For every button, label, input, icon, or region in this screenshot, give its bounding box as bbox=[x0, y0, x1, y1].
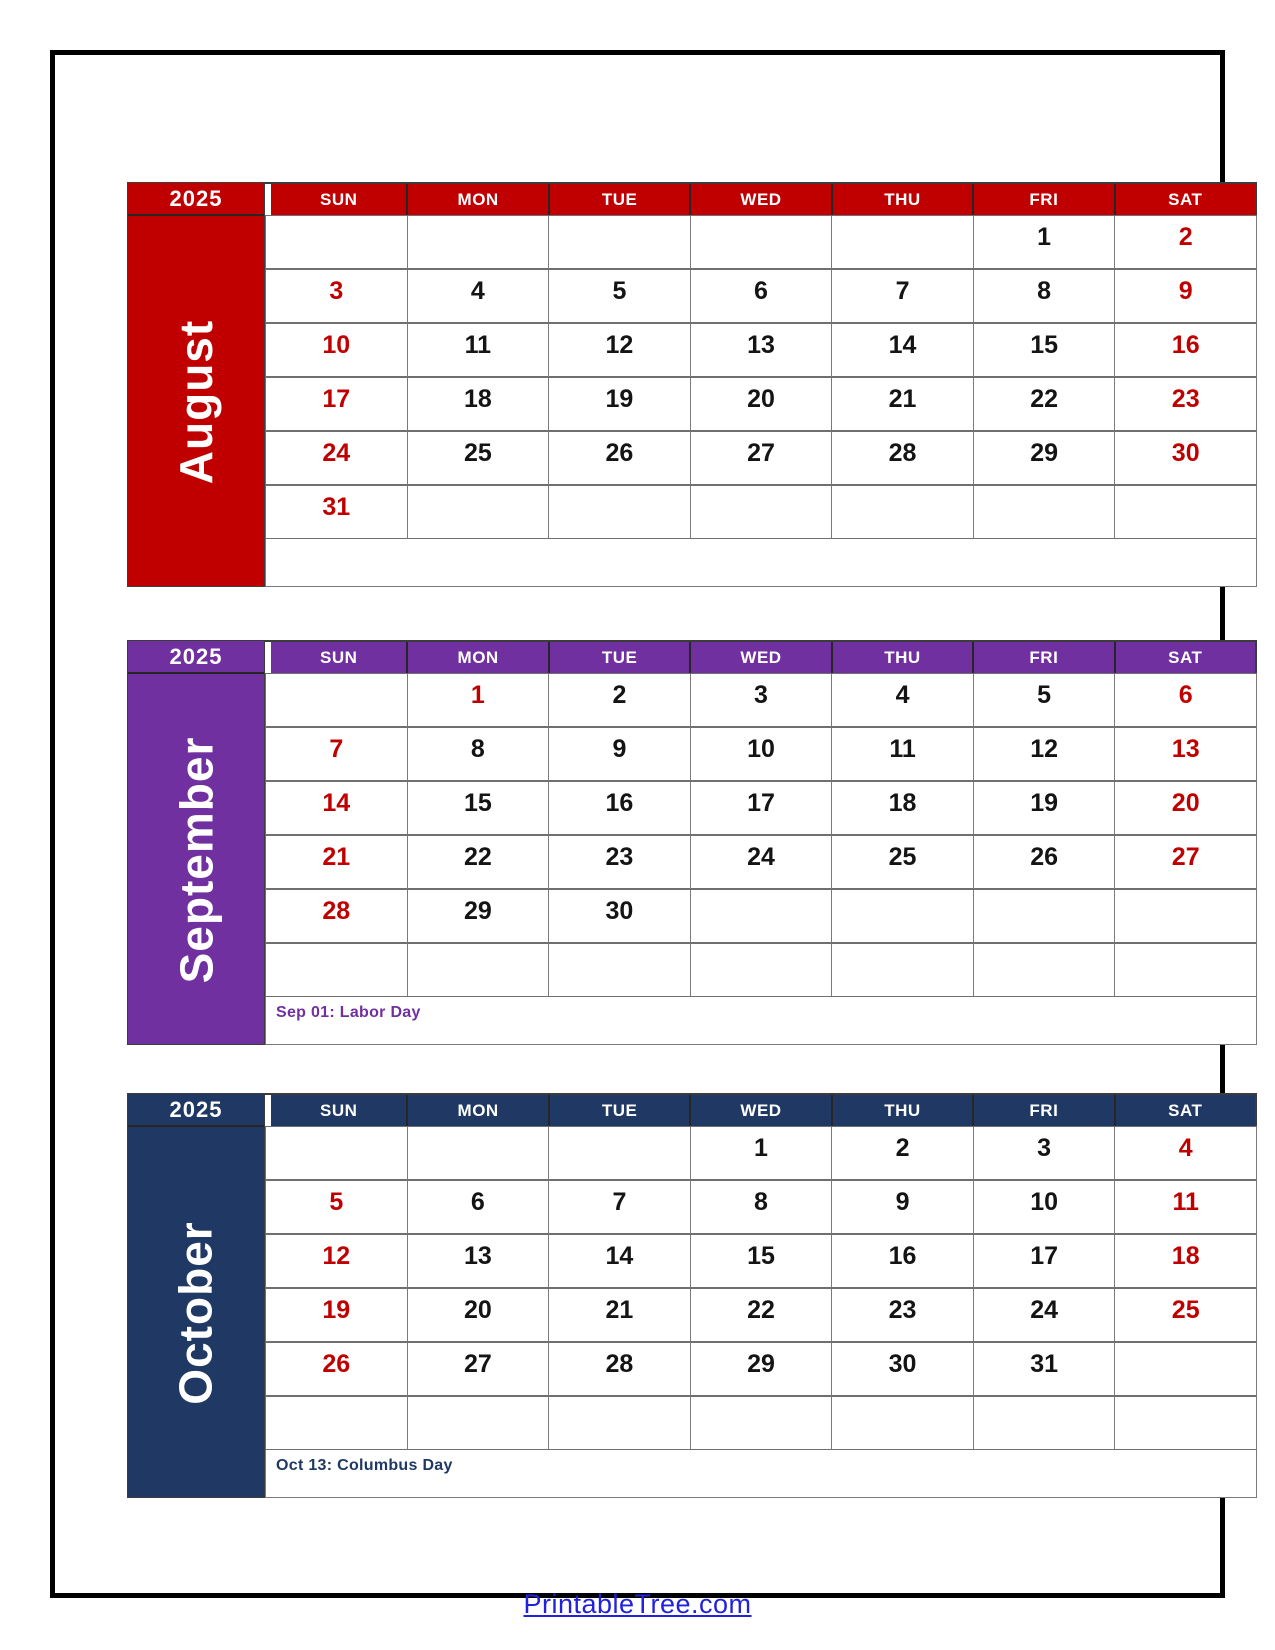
day-cell-empty bbox=[408, 216, 550, 270]
day-cell-empty bbox=[266, 216, 408, 270]
day-cell-26: 26 bbox=[974, 836, 1116, 890]
weekday-header-tue: TUE bbox=[548, 184, 689, 215]
day-cell-30: 30 bbox=[1115, 432, 1257, 486]
weekday-header-tue: TUE bbox=[548, 642, 689, 673]
day-cell-29: 29 bbox=[974, 432, 1116, 486]
day-cell-empty bbox=[1115, 944, 1257, 998]
day-cell-empty bbox=[1115, 1397, 1257, 1451]
day-cell-13: 13 bbox=[408, 1235, 550, 1289]
month-section-october bbox=[127, 1093, 1257, 1498]
day-cell-6: 6 bbox=[691, 270, 833, 324]
day-cell-25: 25 bbox=[832, 836, 974, 890]
day-cell-19: 19 bbox=[266, 1289, 408, 1343]
day-cell-22: 22 bbox=[691, 1289, 833, 1343]
day-cell-20: 20 bbox=[691, 378, 833, 432]
day-cell-13: 13 bbox=[1115, 728, 1257, 782]
day-cell-23: 23 bbox=[1115, 378, 1257, 432]
day-cell-17: 17 bbox=[266, 378, 408, 432]
day-cell-empty bbox=[691, 944, 833, 998]
weekday-header-fri: FRI bbox=[972, 1095, 1113, 1126]
footer-website-link[interactable]: PrintableTree.com bbox=[523, 1589, 752, 1619]
day-cell-16: 16 bbox=[1115, 324, 1257, 378]
weekday-header-thu: THU bbox=[831, 1095, 972, 1126]
day-cell-31: 31 bbox=[266, 486, 408, 540]
day-cell-8: 8 bbox=[408, 728, 550, 782]
day-cell-14: 14 bbox=[266, 782, 408, 836]
day-cell-17: 17 bbox=[691, 782, 833, 836]
day-cell-27: 27 bbox=[408, 1343, 550, 1397]
day-cell-empty bbox=[691, 216, 833, 270]
day-cell-12: 12 bbox=[974, 728, 1116, 782]
day-cell-11: 11 bbox=[408, 324, 550, 378]
day-cell-10: 10 bbox=[691, 728, 833, 782]
day-cell-11: 11 bbox=[1115, 1181, 1257, 1235]
calendar-grid bbox=[265, 640, 1257, 1045]
day-cell-20: 20 bbox=[408, 1289, 550, 1343]
weekday-header-fri: FRI bbox=[972, 184, 1113, 215]
day-cell-31: 31 bbox=[974, 1343, 1116, 1397]
weekday-header-tue: TUE bbox=[548, 1095, 689, 1126]
month-name: September bbox=[170, 736, 222, 984]
day-cell-empty bbox=[549, 216, 691, 270]
day-cell-15: 15 bbox=[408, 782, 550, 836]
day-cell-24: 24 bbox=[691, 836, 833, 890]
day-cell-18: 18 bbox=[832, 782, 974, 836]
day-cell-15: 15 bbox=[691, 1235, 833, 1289]
day-cell-empty bbox=[1115, 486, 1257, 540]
day-cell-9: 9 bbox=[832, 1181, 974, 1235]
day-cell-empty bbox=[974, 944, 1116, 998]
day-cell-empty bbox=[691, 1397, 833, 1451]
day-cell-27: 27 bbox=[691, 432, 833, 486]
day-cell-empty bbox=[974, 890, 1116, 944]
day-cell-7: 7 bbox=[549, 1181, 691, 1235]
day-cell-22: 22 bbox=[974, 378, 1116, 432]
day-cell-empty bbox=[408, 486, 550, 540]
day-cell-empty bbox=[974, 1397, 1116, 1451]
day-cell-23: 23 bbox=[549, 836, 691, 890]
calendar-grid bbox=[265, 182, 1257, 587]
day-cell-7: 7 bbox=[832, 270, 974, 324]
day-cell-29: 29 bbox=[691, 1343, 833, 1397]
day-cell-16: 16 bbox=[549, 782, 691, 836]
month-name-wrap bbox=[128, 1129, 264, 1497]
day-cell-23: 23 bbox=[832, 1289, 974, 1343]
day-cell-24: 24 bbox=[266, 432, 408, 486]
day-cell-9: 9 bbox=[1115, 270, 1257, 324]
weekday-header-sat: SAT bbox=[1114, 1095, 1255, 1126]
weekday-header-sun: SUN bbox=[265, 642, 406, 673]
day-cell-15: 15 bbox=[974, 324, 1116, 378]
day-cell-17: 17 bbox=[974, 1235, 1116, 1289]
day-cell-20: 20 bbox=[1115, 782, 1257, 836]
day-cell-3: 3 bbox=[691, 674, 833, 728]
weekday-header-thu: THU bbox=[831, 184, 972, 215]
day-cell-empty bbox=[266, 674, 408, 728]
day-cell-4: 4 bbox=[1115, 1127, 1257, 1181]
day-cell-empty bbox=[408, 1127, 550, 1181]
holiday-note bbox=[265, 539, 1257, 587]
month-label-panel bbox=[127, 1093, 265, 1498]
day-cell-16: 16 bbox=[832, 1235, 974, 1289]
day-cell-2: 2 bbox=[549, 674, 691, 728]
day-cell-empty bbox=[974, 486, 1116, 540]
weekday-header-wed: WED bbox=[689, 642, 830, 673]
day-cell-5: 5 bbox=[549, 270, 691, 324]
weekday-header-mon: MON bbox=[406, 1095, 547, 1126]
day-cell-21: 21 bbox=[266, 836, 408, 890]
day-cell-19: 19 bbox=[549, 378, 691, 432]
day-cell-10: 10 bbox=[266, 324, 408, 378]
month-label-panel bbox=[127, 182, 265, 587]
day-cell-empty bbox=[408, 1397, 550, 1451]
day-cell-empty bbox=[549, 1397, 691, 1451]
day-cell-25: 25 bbox=[1115, 1289, 1257, 1343]
day-cell-1: 1 bbox=[974, 216, 1116, 270]
day-cell-5: 5 bbox=[974, 674, 1116, 728]
weekday-header-wed: WED bbox=[689, 1095, 830, 1126]
day-cell-21: 21 bbox=[832, 378, 974, 432]
calendar-grid bbox=[265, 1093, 1257, 1498]
day-cell-28: 28 bbox=[549, 1343, 691, 1397]
holiday-note: Oct 13: Columbus Day bbox=[265, 1450, 1257, 1498]
footer bbox=[55, 1589, 1220, 1620]
day-cell-4: 4 bbox=[408, 270, 550, 324]
month-section-september bbox=[127, 640, 1257, 1045]
page-border-frame bbox=[50, 50, 1225, 1619]
day-cell-empty bbox=[408, 944, 550, 998]
month-label-panel bbox=[127, 640, 265, 1045]
day-cell-empty bbox=[1115, 890, 1257, 944]
weekday-header-sat: SAT bbox=[1114, 184, 1255, 215]
day-cell-5: 5 bbox=[266, 1181, 408, 1235]
day-cell-2: 2 bbox=[1115, 216, 1257, 270]
weekday-header-row bbox=[265, 1093, 1257, 1126]
day-cell-6: 6 bbox=[408, 1181, 550, 1235]
day-cell-19: 19 bbox=[974, 782, 1116, 836]
year-label: 2025 bbox=[128, 183, 264, 216]
weeks-grid bbox=[265, 1126, 1257, 1451]
day-cell-1: 1 bbox=[691, 1127, 833, 1181]
day-cell-12: 12 bbox=[266, 1235, 408, 1289]
day-cell-21: 21 bbox=[549, 1289, 691, 1343]
day-cell-30: 30 bbox=[549, 890, 691, 944]
weekday-header-thu: THU bbox=[831, 642, 972, 673]
day-cell-7: 7 bbox=[266, 728, 408, 782]
month-name-wrap bbox=[128, 218, 264, 586]
day-cell-29: 29 bbox=[408, 890, 550, 944]
year-label: 2025 bbox=[128, 641, 264, 674]
weekday-header-fri: FRI bbox=[972, 642, 1113, 673]
weeks-grid bbox=[265, 673, 1257, 998]
day-cell-empty bbox=[266, 1127, 408, 1181]
day-cell-9: 9 bbox=[549, 728, 691, 782]
day-cell-4: 4 bbox=[832, 674, 974, 728]
day-cell-18: 18 bbox=[408, 378, 550, 432]
weekday-header-sun: SUN bbox=[265, 184, 406, 215]
day-cell-empty bbox=[691, 890, 833, 944]
weekday-header-wed: WED bbox=[689, 184, 830, 215]
weekday-header-sun: SUN bbox=[265, 1095, 406, 1126]
day-cell-empty bbox=[832, 890, 974, 944]
day-cell-30: 30 bbox=[832, 1343, 974, 1397]
day-cell-empty bbox=[832, 486, 974, 540]
weekday-header-mon: MON bbox=[406, 642, 547, 673]
day-cell-empty bbox=[691, 486, 833, 540]
day-cell-10: 10 bbox=[974, 1181, 1116, 1235]
day-cell-28: 28 bbox=[266, 890, 408, 944]
day-cell-empty bbox=[832, 216, 974, 270]
day-cell-1: 1 bbox=[408, 674, 550, 728]
day-cell-empty bbox=[549, 1127, 691, 1181]
day-cell-13: 13 bbox=[691, 324, 833, 378]
day-cell-empty bbox=[549, 944, 691, 998]
day-cell-12: 12 bbox=[549, 324, 691, 378]
day-cell-14: 14 bbox=[549, 1235, 691, 1289]
day-cell-empty bbox=[266, 1397, 408, 1451]
day-cell-empty bbox=[549, 486, 691, 540]
day-cell-24: 24 bbox=[974, 1289, 1116, 1343]
day-cell-6: 6 bbox=[1115, 674, 1257, 728]
day-cell-11: 11 bbox=[832, 728, 974, 782]
holiday-note: Sep 01: Labor Day bbox=[265, 997, 1257, 1045]
day-cell-26: 26 bbox=[549, 432, 691, 486]
day-cell-empty bbox=[832, 1397, 974, 1451]
weekday-header-mon: MON bbox=[406, 184, 547, 215]
day-cell-8: 8 bbox=[974, 270, 1116, 324]
day-cell-empty bbox=[832, 944, 974, 998]
year-label: 2025 bbox=[128, 1094, 264, 1127]
weekday-header-sat: SAT bbox=[1114, 642, 1255, 673]
day-cell-14: 14 bbox=[832, 324, 974, 378]
month-section-august bbox=[127, 182, 1257, 587]
weeks-grid bbox=[265, 215, 1257, 540]
month-name: August bbox=[170, 319, 223, 485]
day-cell-empty bbox=[1115, 1343, 1257, 1397]
day-cell-3: 3 bbox=[266, 270, 408, 324]
day-cell-18: 18 bbox=[1115, 1235, 1257, 1289]
month-name: October bbox=[170, 1221, 222, 1405]
day-cell-28: 28 bbox=[832, 432, 974, 486]
day-cell-27: 27 bbox=[1115, 836, 1257, 890]
weekday-header-row bbox=[265, 182, 1257, 215]
day-cell-3: 3 bbox=[974, 1127, 1116, 1181]
day-cell-empty bbox=[266, 944, 408, 998]
day-cell-8: 8 bbox=[691, 1181, 833, 1235]
month-name-wrap bbox=[128, 676, 264, 1044]
day-cell-2: 2 bbox=[832, 1127, 974, 1181]
day-cell-25: 25 bbox=[408, 432, 550, 486]
day-cell-22: 22 bbox=[408, 836, 550, 890]
day-cell-26: 26 bbox=[266, 1343, 408, 1397]
weekday-header-row bbox=[265, 640, 1257, 673]
